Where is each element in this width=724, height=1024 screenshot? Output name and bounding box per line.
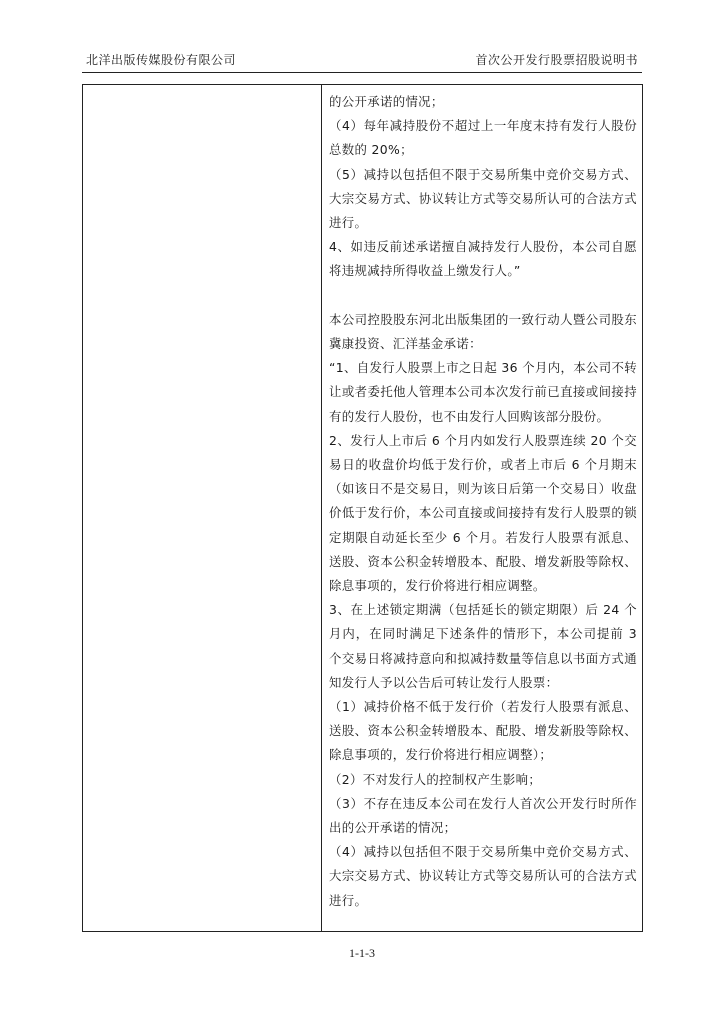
blank-line [329, 284, 637, 308]
page-header [82, 50, 642, 70]
table-column-divider [321, 85, 322, 931]
paragraph: “1、自发行人股票上市之日起 36 个月内，本公司不转让或者委托他人管理本公司本次发行前已直接或间接持有的发行人股份，也不由发行人回购该部分股份。 [329, 360, 637, 424]
paragraph: （5）减持以包括但不限于交易所集中竞价交易方式、大宗交易方式、协议转让方式等交易所认可的合法方式进行。 [329, 166, 637, 231]
paragraph: 的公开承诺的情况； [329, 94, 444, 109]
page-number: 1-1-3 [349, 946, 375, 960]
paragraph: （3）不存在违反本公司在发行人首次公开发行时所作出的公开承诺的情况； [329, 795, 637, 836]
commitment-table [82, 84, 643, 932]
paragraph: （1）减持价格不低于发行价（若发行人股票有派息、送股、资本公积金转增股本、配股、增发新股等除权、除息事项的，发行价将进行相应调整）； [329, 699, 637, 763]
paragraph: （4）减持以包括但不限于交易所集中竞价交易方式、大宗交易方式、协议转让方式等交易所认可的合法方式进行。 [329, 844, 637, 908]
paragraph: 本公司控股股东河北出版集团的一致行动人暨公司股东冀康投资、汇洋基金承诺： [329, 311, 637, 352]
document-title: 首次公开发行股票招股说明书 [475, 53, 638, 67]
paragraph: （2）不对发行人的控制权产生影响； [329, 771, 542, 787]
paragraph: 3、在上述锁定期满（包括延长的锁定期限）后 24 个月内，在同时满足下述条件的情形下，本公司提前 3 个交易日将减持意向和拟减持数量等信息以书面方式通知发行人予以公告后可转让发行人股票： [329, 602, 637, 690]
paragraph: （4）每年减持股份不超过上一年度末持有发行人股份总数的 20%； [329, 118, 637, 158]
header-divider [82, 72, 642, 73]
company-name: 北洋出版传媒股份有限公司 [86, 53, 237, 67]
paragraph: 4、如违反前述承诺擅自减持发行人股份，本公司自愿将违规减持所得收益上缴发行人。” [329, 239, 637, 279]
commitment-text [329, 90, 637, 913]
paragraph: 2、发行人上市后 6 个月内如发行人股票连续 20 个交易日的收盘价均低于发行价，或者上市后 6 个月期末（如该日不是交易日，则为该日后第一个交易日）收盘价低于发行价，本公司直接或间接持有发行人股票的锁定期限自动延长至少 6 个月。若发行人股票有派息、送股、资本公积金转增股本、配股、增发新股等除权、除息事项的，发行价将进行相应调整。 [329, 432, 637, 594]
